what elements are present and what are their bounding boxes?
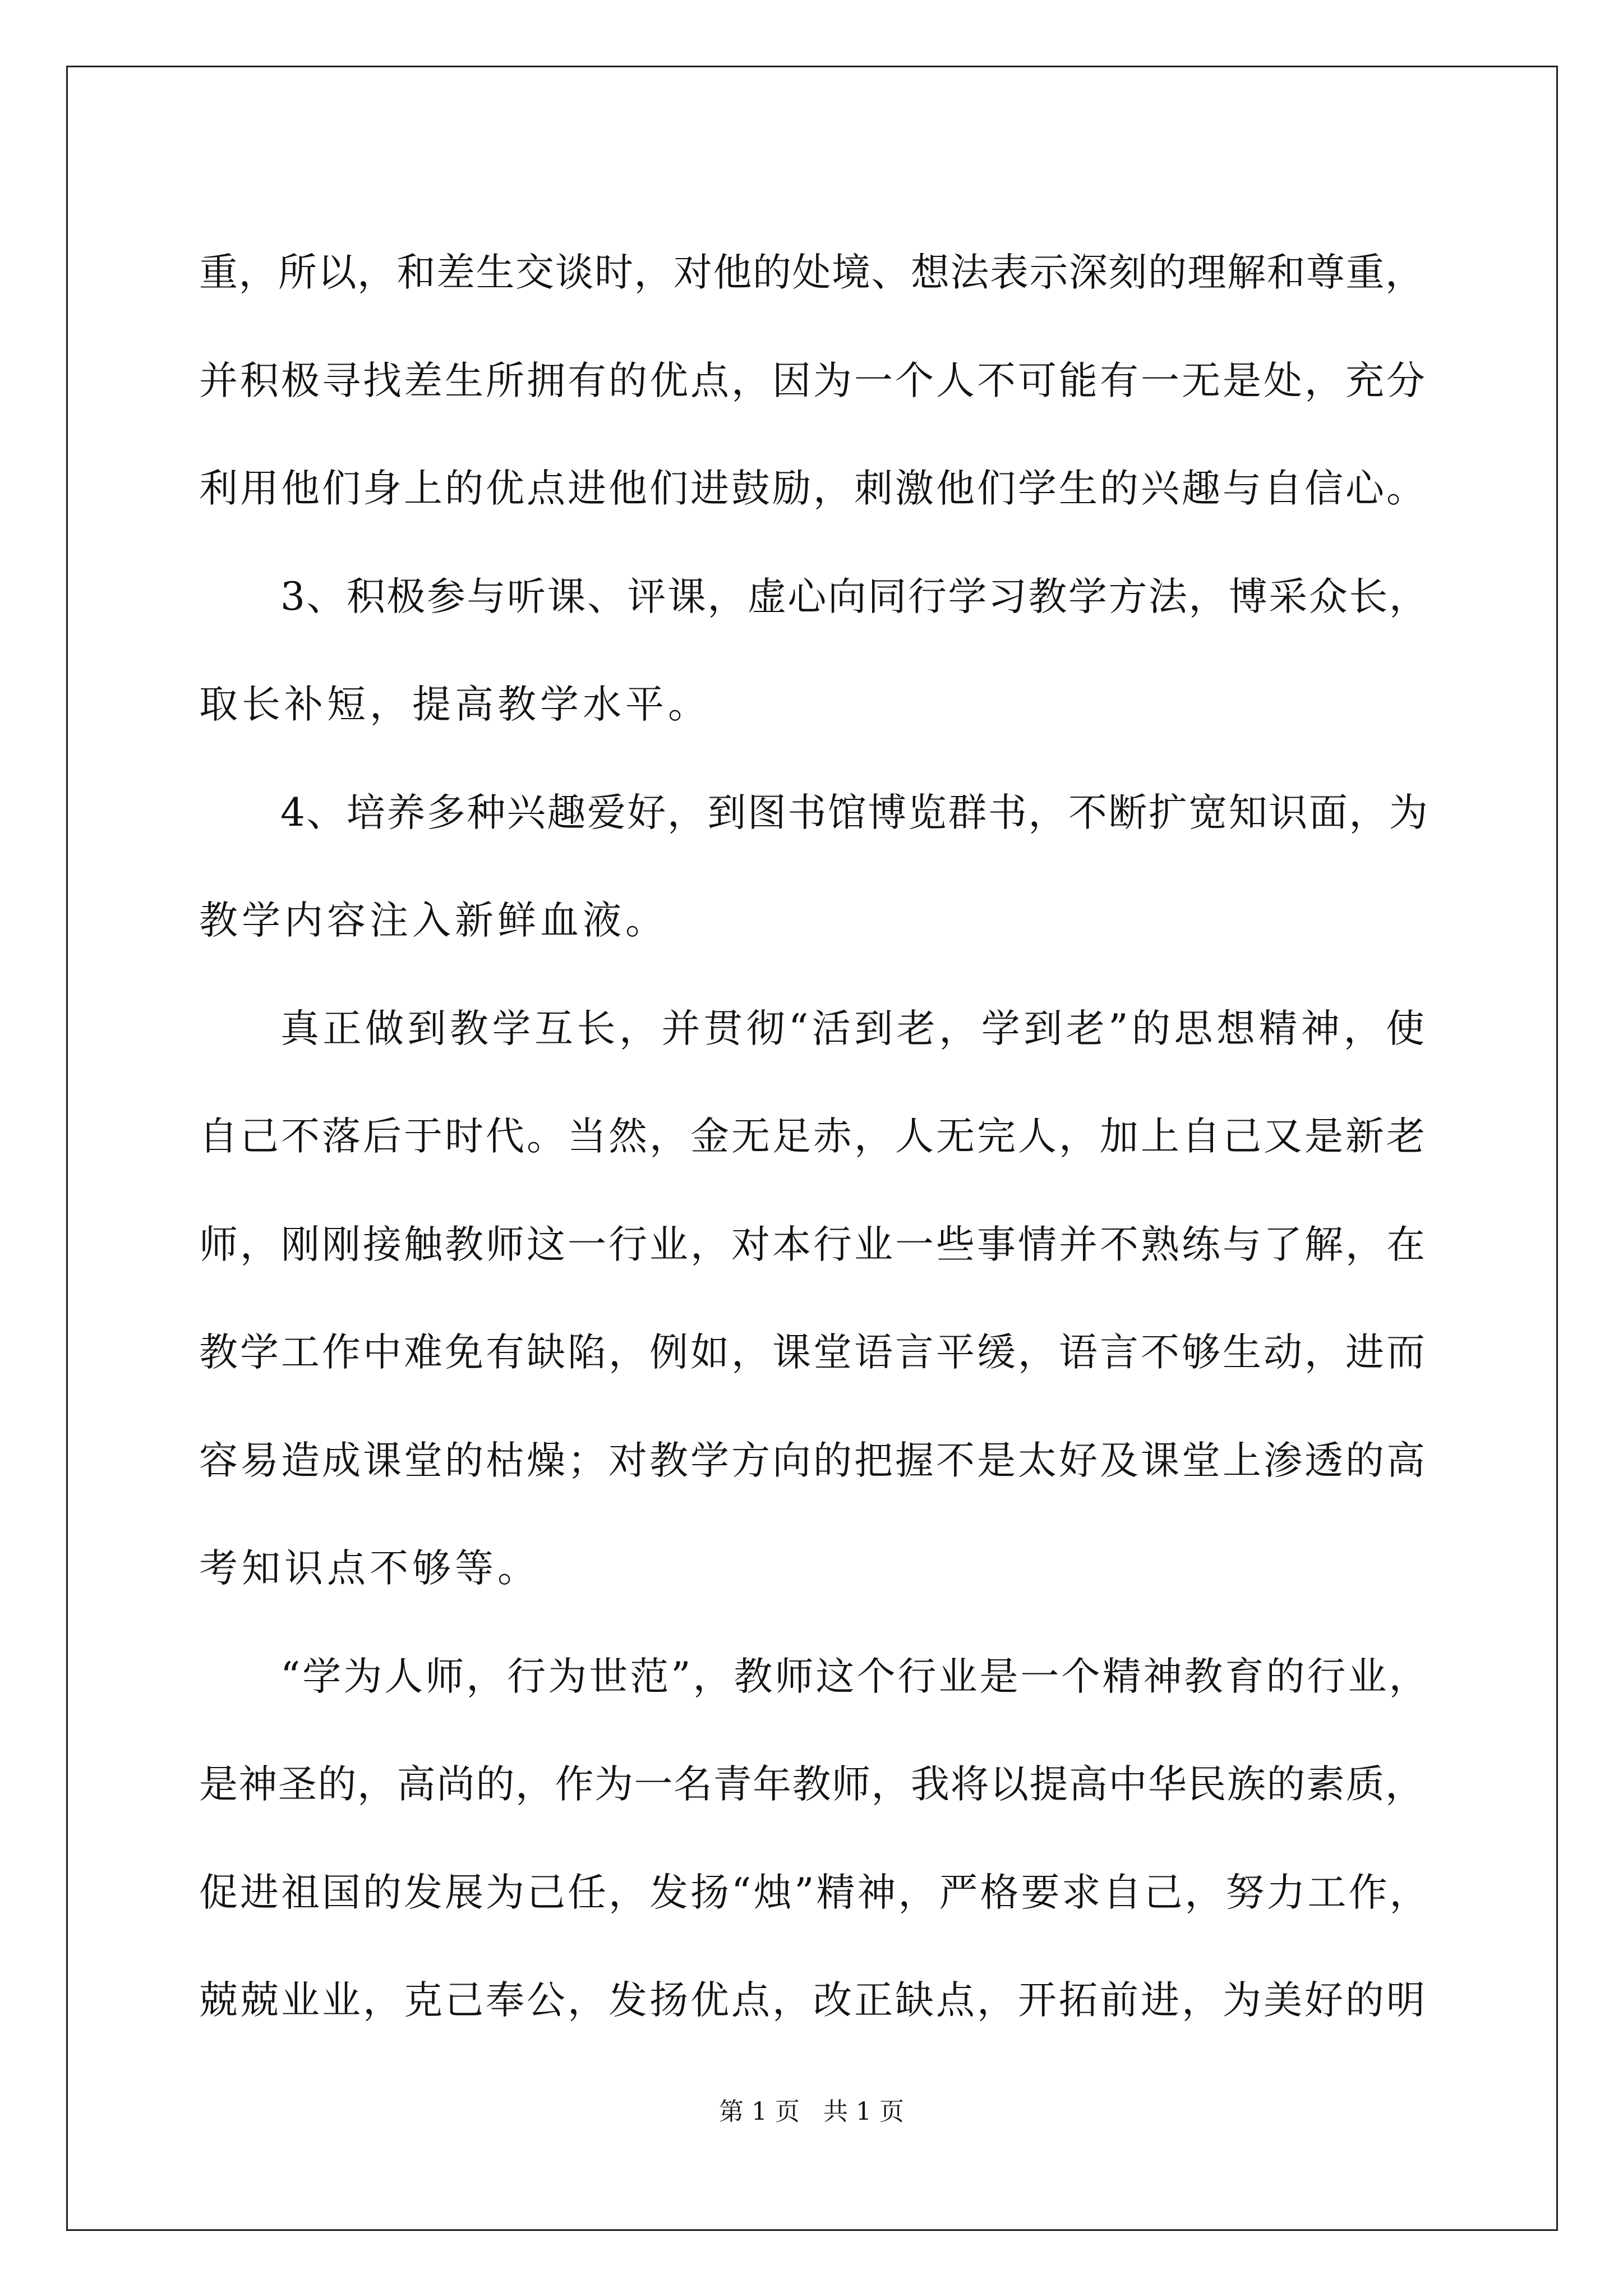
document-body <box>199 219 1433 2055</box>
body-line: 真正做到教学互长，并贯彻“活到老，学到老”的思想精神，使 <box>280 1006 1428 1051</box>
body-line: 并积极寻找差生所拥有的优点，因为一个人不可能有一无是处，充分 <box>199 358 1427 403</box>
body-line: 促进祖国的发展为己任，发扬“烛”精神，严格要求自己，努力工作， <box>199 1870 1431 1915</box>
body-line: 4、培养多种兴趣爱好，到图书馆博览群书，不断扩宽知识面，为 <box>280 790 1430 835</box>
body-line: 考知识点不够等。 <box>199 1546 540 1591</box>
body-line: 重，所以，和差生交谈时，对他的处境、想法表示深刻的理解和尊重， <box>199 250 1425 295</box>
body-line: 利用他们身上的优点进他们进鼓励，刺激他们学生的兴趣与自信心。 <box>199 466 1427 511</box>
body-line: 自己不落后于时代。当然，金无足赤，人无完人，加上自己又是新老 <box>199 1114 1427 1159</box>
page-number-footer: 第 1 页 共 1 页 <box>719 2097 904 2126</box>
body-line: 师，刚刚接触教师这一行业，对本行业一些事情并不熟练与了解，在 <box>199 1222 1427 1267</box>
body-line: 取长补短，提高教学水平。 <box>199 682 711 727</box>
body-line: 3、积极参与听课、评课，虚心向同行学习教学方法，博采众长， <box>280 574 1430 619</box>
body-line: 是神圣的，高尚的，作为一名青年教师，我将以提高中华民族的素质， <box>199 1762 1425 1807</box>
body-line: 容易造成课堂的枯燥；对教学方向的把握不是太好及课堂上渗透的高 <box>199 1438 1427 1483</box>
body-line: 教学工作中难免有缺陷，例如，课堂语言平缓，语言不够生动，进而 <box>199 1330 1427 1375</box>
body-line: “学为人师，行为世范”，教师这个行业是一个精神教育的行业， <box>280 1654 1430 1699</box>
body-line: 兢兢业业，克己奉公，发扬优点，改正缺点，开拓前进，为美好的明 <box>199 1978 1427 2023</box>
body-line: 教学内容注入新鲜血液。 <box>199 898 668 943</box>
